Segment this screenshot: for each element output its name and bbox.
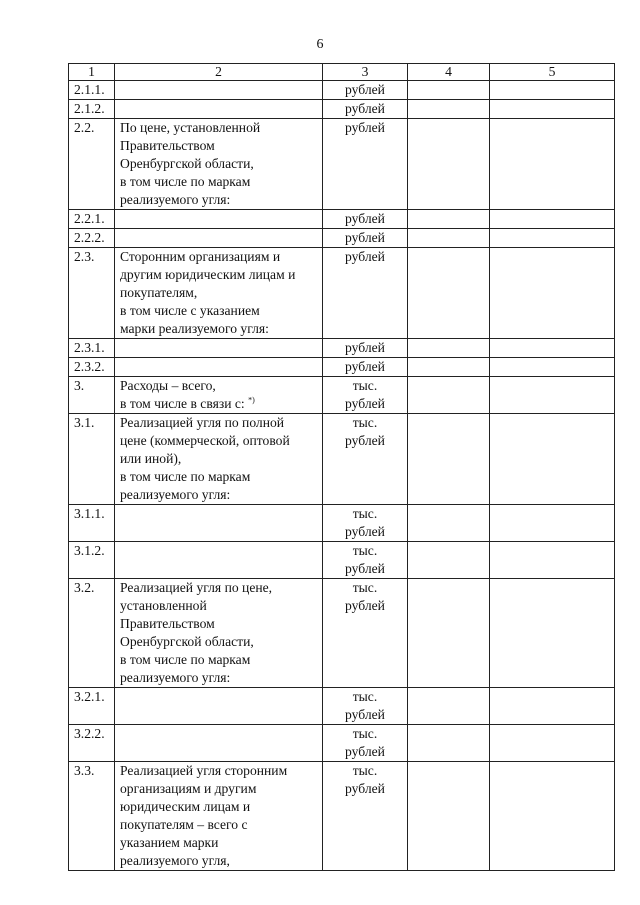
row-description-line: в том числе по маркам bbox=[120, 469, 251, 484]
row-description bbox=[115, 688, 323, 725]
row-description bbox=[115, 229, 323, 248]
table-row bbox=[69, 339, 615, 358]
row-number: 3.1. bbox=[69, 414, 115, 505]
row-unit bbox=[323, 100, 408, 119]
row-number: 3.2.1. bbox=[69, 688, 115, 725]
row-unit-line: рублей bbox=[345, 211, 385, 226]
column-header-2: 2 bbox=[115, 64, 323, 81]
row-description-line: организациям и другим bbox=[120, 781, 257, 796]
row-unit-line: рублей bbox=[345, 82, 385, 97]
row-unit-line: рублей bbox=[345, 598, 385, 613]
row-value-col4 bbox=[408, 229, 490, 248]
row-description bbox=[115, 210, 323, 229]
row-unit-line: тыс. bbox=[352, 763, 378, 778]
row-value-col5 bbox=[490, 229, 615, 248]
row-value-col4 bbox=[408, 414, 490, 505]
table-row bbox=[69, 688, 615, 725]
row-description-line: реализуемого угля: bbox=[120, 192, 231, 207]
row-number: 2.1.1. bbox=[69, 81, 115, 100]
row-unit-line: тыс. bbox=[352, 543, 378, 558]
row-unit-line: рублей bbox=[345, 781, 385, 796]
row-value-col4 bbox=[408, 762, 490, 871]
form-table bbox=[68, 63, 615, 871]
row-unit bbox=[323, 210, 408, 229]
row-unit bbox=[323, 505, 408, 542]
row-description bbox=[115, 81, 323, 100]
row-unit bbox=[323, 358, 408, 377]
table-row bbox=[69, 725, 615, 762]
row-description-line: покупателям – всего с bbox=[120, 817, 248, 832]
row-description bbox=[115, 725, 323, 762]
row-description-line: в том числе по маркам bbox=[120, 174, 251, 189]
row-value-col4 bbox=[408, 100, 490, 119]
row-description-line: Оренбургской области, bbox=[120, 156, 254, 171]
row-unit-line: рублей bbox=[345, 101, 385, 116]
row-description-line bbox=[120, 395, 322, 413]
row-description-line: указанием марки bbox=[120, 835, 219, 850]
row-unit bbox=[323, 339, 408, 358]
row-value-col5 bbox=[490, 248, 615, 339]
row-description-line: цене (коммерческой, оптовой bbox=[120, 433, 290, 448]
row-value-col4 bbox=[408, 358, 490, 377]
row-unit-line: тыс. bbox=[352, 506, 378, 521]
column-header-5: 5 bbox=[490, 64, 615, 81]
row-number: 2.2.1. bbox=[69, 210, 115, 229]
row-value-col5 bbox=[490, 210, 615, 229]
row-number: 3.2.2. bbox=[69, 725, 115, 762]
row-value-col4 bbox=[408, 579, 490, 688]
row-value-col5 bbox=[490, 505, 615, 542]
row-value-col5 bbox=[490, 414, 615, 505]
row-description-text: в том числе в связи с: bbox=[120, 396, 245, 411]
row-description bbox=[115, 377, 323, 414]
row-description bbox=[115, 505, 323, 542]
row-unit bbox=[323, 377, 408, 414]
row-description-line: Правительством bbox=[120, 616, 215, 631]
row-value-col4 bbox=[408, 688, 490, 725]
row-description-line: установленной bbox=[120, 598, 207, 613]
row-unit-line: рублей bbox=[345, 744, 385, 759]
row-value-col5 bbox=[490, 358, 615, 377]
row-description bbox=[115, 339, 323, 358]
row-value-col5 bbox=[490, 579, 615, 688]
table-row bbox=[69, 210, 615, 229]
row-unit-line: рублей bbox=[345, 359, 385, 374]
row-value-col5 bbox=[490, 725, 615, 762]
row-unit-line: тыс. bbox=[352, 415, 378, 430]
row-unit-line: рублей bbox=[345, 524, 385, 539]
row-number: 3.2. bbox=[69, 579, 115, 688]
row-description-line: или иной), bbox=[120, 451, 182, 466]
row-value-col4 bbox=[408, 505, 490, 542]
row-unit-line: рублей bbox=[345, 396, 385, 411]
row-description-line: другим юридическим лицам и bbox=[120, 267, 296, 282]
row-value-col5 bbox=[490, 100, 615, 119]
row-value-col5 bbox=[490, 688, 615, 725]
row-description bbox=[115, 579, 323, 688]
row-description-line: юридическим лицам и bbox=[120, 799, 251, 814]
row-value-col4 bbox=[408, 210, 490, 229]
row-description bbox=[115, 542, 323, 579]
row-unit bbox=[323, 81, 408, 100]
table-row bbox=[69, 505, 615, 542]
row-unit bbox=[323, 688, 408, 725]
row-description-line: Расходы – всего, bbox=[120, 378, 216, 393]
row-unit bbox=[323, 762, 408, 871]
row-description-line: По цене, установленной bbox=[120, 120, 261, 135]
row-value-col4 bbox=[408, 81, 490, 100]
row-unit-line: рублей bbox=[345, 433, 385, 448]
footnote-marker: *) bbox=[248, 395, 255, 405]
table-row bbox=[69, 579, 615, 688]
row-unit bbox=[323, 725, 408, 762]
row-value-col5 bbox=[490, 81, 615, 100]
row-number: 2.3.1. bbox=[69, 339, 115, 358]
row-value-col5 bbox=[490, 542, 615, 579]
row-unit-line: рублей bbox=[345, 340, 385, 355]
row-description-line: Реализацией угля по цене, bbox=[120, 580, 273, 595]
row-unit-line: рублей bbox=[345, 120, 385, 135]
row-number: 2.3.2. bbox=[69, 358, 115, 377]
row-value-col5 bbox=[490, 339, 615, 358]
table-row bbox=[69, 542, 615, 579]
row-value-col5 bbox=[490, 119, 615, 210]
table-row bbox=[69, 100, 615, 119]
row-value-col4 bbox=[408, 248, 490, 339]
row-description-line: реализуемого угля: bbox=[120, 487, 231, 502]
row-number: 2.2. bbox=[69, 119, 115, 210]
row-description-line: в том числе по маркам bbox=[120, 652, 251, 667]
row-description bbox=[115, 414, 323, 505]
row-unit bbox=[323, 542, 408, 579]
row-description bbox=[115, 762, 323, 871]
row-unit bbox=[323, 414, 408, 505]
row-description-line: реализуемого угля: bbox=[120, 670, 231, 685]
row-number: 3. bbox=[69, 377, 115, 414]
table-row bbox=[69, 377, 615, 414]
page-number: 6 bbox=[316, 37, 324, 52]
row-unit-line: тыс. bbox=[352, 689, 378, 704]
row-number: 2.3. bbox=[69, 248, 115, 339]
row-description-line: покупателям, bbox=[120, 285, 198, 300]
row-value-col4 bbox=[408, 725, 490, 762]
table-row bbox=[69, 414, 615, 505]
row-unit-line: рублей bbox=[345, 249, 385, 264]
row-value-col5 bbox=[490, 377, 615, 414]
table-row bbox=[69, 358, 615, 377]
row-number: 3.1.1. bbox=[69, 505, 115, 542]
row-unit bbox=[323, 579, 408, 688]
row-number: 2.2.2. bbox=[69, 229, 115, 248]
row-value-col4 bbox=[408, 339, 490, 358]
row-description-line: в том числе с указанием bbox=[120, 303, 260, 318]
row-unit-line: рублей bbox=[345, 707, 385, 722]
row-value-col4 bbox=[408, 377, 490, 414]
column-header-1: 1 bbox=[69, 64, 115, 81]
row-number: 3.3. bbox=[69, 762, 115, 871]
row-description-line: Сторонним организациям и bbox=[120, 249, 281, 264]
row-value-col4 bbox=[408, 119, 490, 210]
row-description bbox=[115, 248, 323, 339]
table-row bbox=[69, 119, 615, 210]
row-description-line: марки реализуемого угля: bbox=[120, 321, 269, 336]
row-number: 3.1.2. bbox=[69, 542, 115, 579]
row-unit bbox=[323, 229, 408, 248]
row-unit-line: рублей bbox=[345, 561, 385, 576]
row-description bbox=[115, 100, 323, 119]
row-description-line: Оренбургской области, bbox=[120, 634, 254, 649]
row-unit bbox=[323, 119, 408, 210]
row-unit bbox=[323, 248, 408, 339]
row-description bbox=[115, 119, 323, 210]
row-unit-line: тыс. bbox=[352, 726, 378, 741]
row-unit-line: тыс. bbox=[352, 378, 378, 393]
table-row bbox=[69, 248, 615, 339]
table-row bbox=[69, 229, 615, 248]
column-header-4: 4 bbox=[408, 64, 490, 81]
row-description-line: Правительством bbox=[120, 138, 215, 153]
row-description bbox=[115, 358, 323, 377]
row-value-col5 bbox=[490, 762, 615, 871]
table-row bbox=[69, 762, 615, 871]
table-header-row bbox=[69, 64, 615, 81]
row-unit-line: рублей bbox=[345, 230, 385, 245]
table-row bbox=[69, 81, 615, 100]
row-description-line: реализуемого угля, bbox=[120, 853, 230, 868]
row-unit-line: тыс. bbox=[352, 580, 378, 595]
row-value-col4 bbox=[408, 542, 490, 579]
row-number: 2.1.2. bbox=[69, 100, 115, 119]
row-description-line: Реализацией угля по полной bbox=[120, 415, 285, 430]
column-header-3: 3 bbox=[323, 64, 408, 81]
row-description-line: Реализацией угля сторонним bbox=[120, 763, 288, 778]
